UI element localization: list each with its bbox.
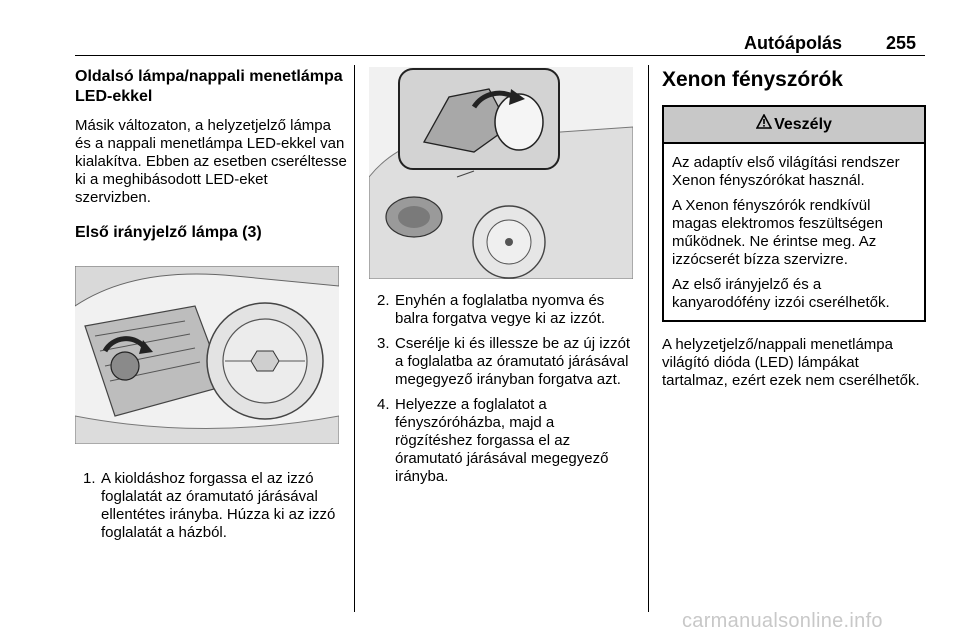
column-3 <box>662 67 926 390</box>
step-text: Enyhén a foglalatba nyomva és balra forgatva vegye ki az izzót. <box>395 292 606 327</box>
section-heading-led: Oldalsó lámpa/nappali menetlámpa LED-ekkel <box>75 68 343 105</box>
steps-list-1 <box>75 470 347 542</box>
section-heading-indicator: Első irányjelző lámpa (3) <box>75 224 262 241</box>
warning-title: Veszély <box>774 116 832 133</box>
step-number: 2. <box>377 292 390 309</box>
step-number: 4. <box>377 396 390 413</box>
step-item <box>377 396 635 486</box>
header-title: Autóápolás <box>744 33 843 53</box>
warning-paragraph: Az adaptív első világítási rendszer Xenon fényszórókat használ. <box>672 154 900 189</box>
warning-paragraph: Az első irányjelző és a kanyarodófény izzói cserélhetők. <box>672 276 890 311</box>
illustration-bulb-socket-rotate <box>75 266 339 444</box>
step-item <box>83 470 347 542</box>
xenon-body-text: A helyzetjelző/nappali menetlámpa világító dióda (LED) lámpákat tartalmaz, ezért ezek nem cserélhetők. <box>662 336 920 389</box>
watermark: carmanualsonline.info <box>682 610 883 632</box>
led-body-text: Másik változaton, a helyzetjelző lámpa és a nappali menetlámpa LED-ekkel van kialakítva. Ebben az esetben cseréltesse ki a meghibásodott LED-eket szervizben. <box>75 117 347 206</box>
illustration-bulb-removal <box>369 67 633 279</box>
header-rule <box>75 55 925 56</box>
step-text: Helyezze a foglalatot a fényszóróházba, majd a rögzítéshez forgassa el az óramutató járásával megegyező irányba. <box>395 396 609 485</box>
warning-header <box>664 107 924 144</box>
step-item <box>377 335 635 389</box>
column-2 <box>369 67 635 493</box>
column-divider-1 <box>354 65 355 612</box>
warning-triangle-icon <box>756 107 772 142</box>
step-text: Cserélje ki és illessze be az új izzót a foglalatba az óramutató járásával megegyező irányban forgatva azt. <box>395 335 631 388</box>
column-1 <box>75 67 347 549</box>
step-number: 3. <box>377 335 390 352</box>
steps-list-2 <box>369 292 635 486</box>
danger-warning-box <box>662 105 926 322</box>
warning-body <box>664 144 924 320</box>
step-item <box>377 292 635 328</box>
section-heading-xenon: Xenon fényszórók <box>662 68 843 91</box>
step-text: A kioldáshoz forgassa el az izzó foglalatát az óramutató járásával ellentétes irányba. Húzza ki az izzó foglalatát a házból. <box>101 470 336 541</box>
column-divider-2 <box>648 65 649 612</box>
page-number: 255 <box>886 33 917 53</box>
step-number: 1. <box>83 470 96 487</box>
warning-paragraph: A Xenon fényszórók rendkívül magas elektromos feszültségen működnek. Ne érintse meg. Az izzócserét bízza szervizre. <box>672 197 883 268</box>
